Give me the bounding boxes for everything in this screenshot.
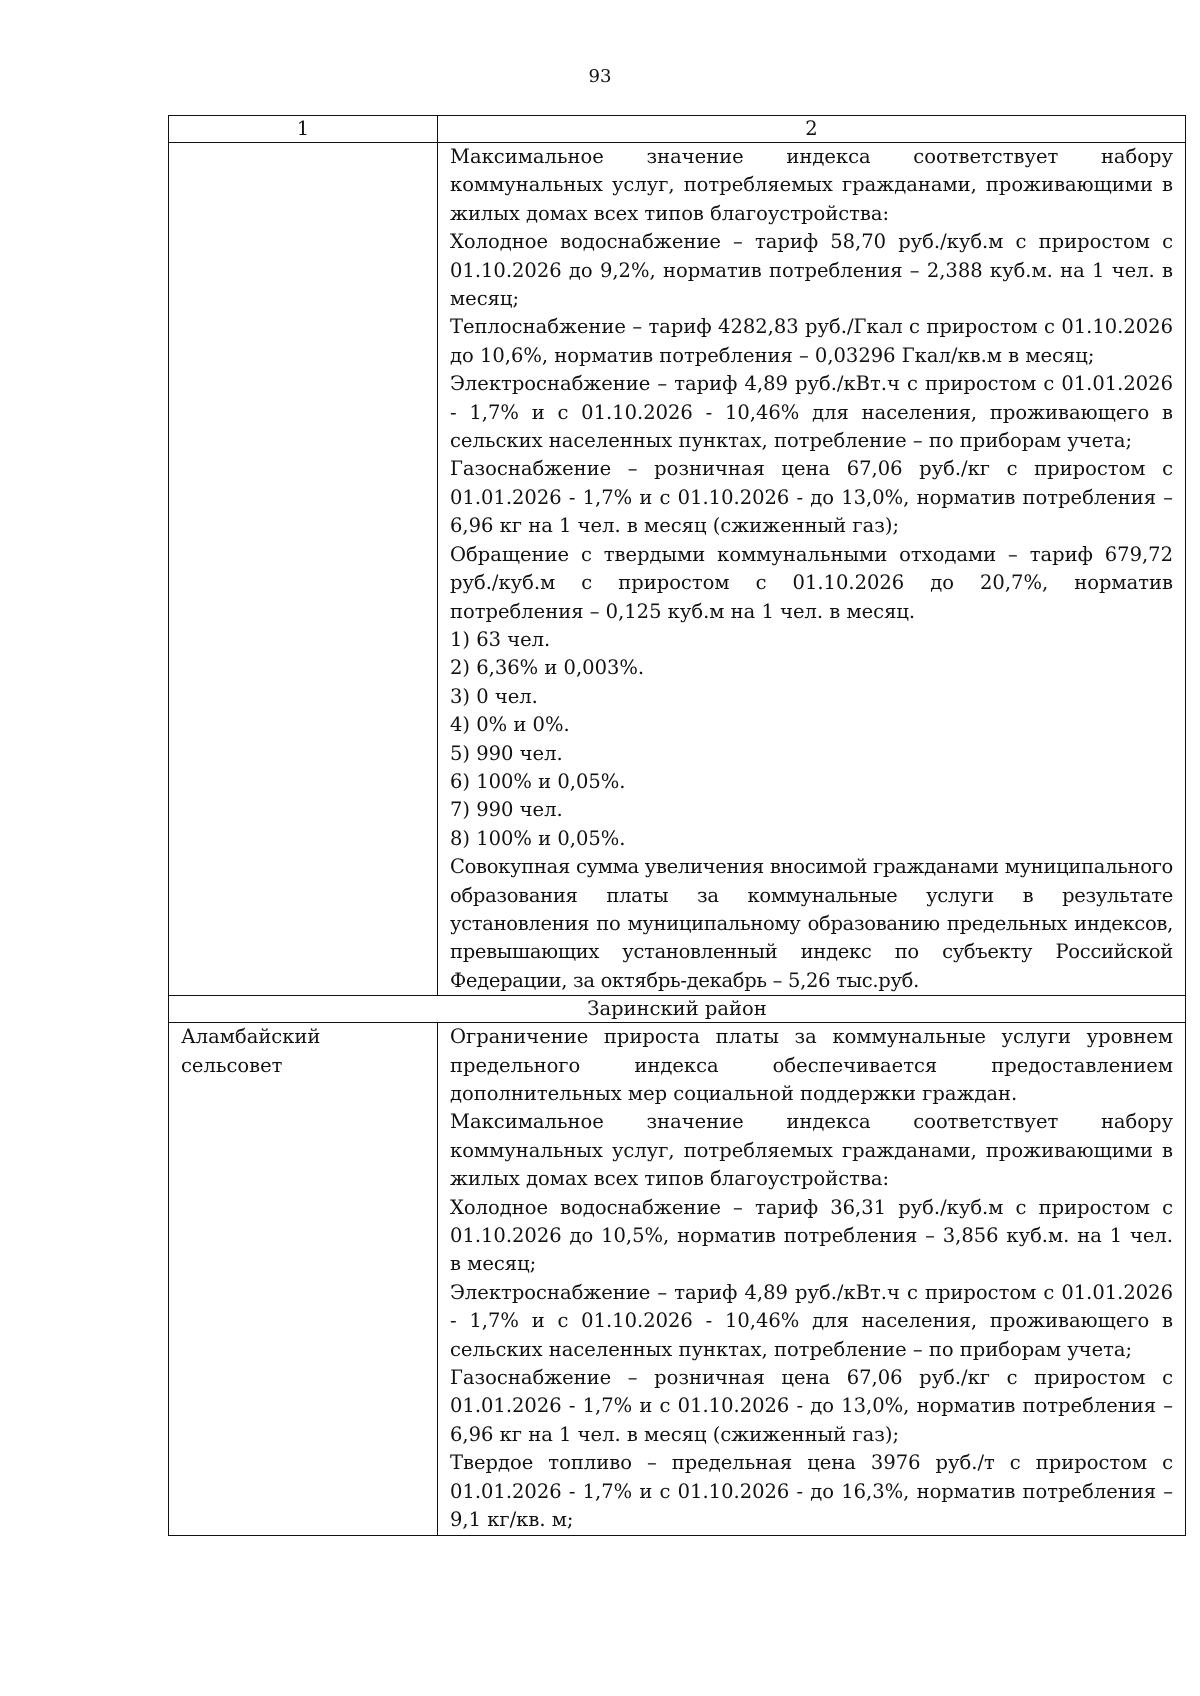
paragraph: Обращение с твердыми коммунальными отходами – тариф 679,72 руб./куб.м с приростом с 01.10.2026 до 20,7%, норматив потребления – 0,125 куб.м на 1 чел. в месяц. [450, 542, 1173, 623]
paragraph: Холодное водоснабжение – тариф 58,70 руб./куб.м с приростом с 01.10.2026 до 9,2%, норматив потребления – 2,388 куб.м. на 1 чел. в месяц; [450, 230, 1173, 311]
table-row [169, 143, 1186, 996]
list-item: 8) 100% и 0,05%. [450, 826, 626, 850]
section-title-row [169, 996, 1186, 1023]
column-header-1: 1 [169, 116, 438, 143]
paragraph: Электроснабжение – тариф 4,89 руб./кВт.ч с приростом с 01.01.2026 - 1,7% и с 01.10.2026 - 10,46% для населения, проживающего в сельских населенных пунктах, потребление – по приборам учета; [450, 372, 1173, 453]
section-title: Заринский район [169, 996, 1186, 1023]
description-cell [438, 143, 1186, 996]
list-item: 1) 63 чел. [450, 627, 551, 651]
paragraph: Максимальное значение индекса соответствует набору коммунальных услуг, потребляемых гражданами, проживающими в жилых домах всех типов благоустройства: [450, 1110, 1173, 1191]
paragraph: Максимальное значение индекса соответствует набору коммунальных услуг, потребляемых гражданами, проживающими в жилых домах всех типов благоустройства: [450, 145, 1173, 225]
paragraph: Ограничение прироста платы за коммунальные услуги уровнем предельного индекса обеспечивается предоставлением дополнительных мер социальной поддержки граждан. [450, 1025, 1173, 1105]
paragraph-total-sum: Совокупная сумма увеличения вносимой гражданами муниципального образования платы за коммунальные услуги в результате установления по муниципальному образованию предельных индексов, превышающих установленный индекс по субъекту Российской Федерации, за октябрь-декабрь – 5,26 тыс.руб. [450, 855, 1173, 992]
list-item: 6) 100% и 0,05%. [450, 769, 626, 793]
municipality-cell-empty [169, 143, 438, 996]
list-item: 3) 0 чел. [450, 684, 538, 708]
paragraph: Электроснабжение – тариф 4,89 руб./кВт.ч с приростом с 01.01.2026 - 1,7% и с 01.10.2026 - 10,46% для населения, проживающего в сельских населенных пунктах, потребление – по приборам учета; [450, 1280, 1173, 1361]
table-header-row [169, 116, 1186, 143]
paragraph: Теплоснабжение – тариф 4282,83 руб./Гкал с приростом с 01.10.2026 до 10,6%, норматив потребления – 0,03296 Гкал/кв.м в месяц; [450, 315, 1173, 367]
municipality-name: Аламбайский сельсовет [169, 1023, 438, 1535]
paragraph: Твердое топливо – предельная цена 3976 руб./т с приростом с 01.01.2026 - 1,7% и с 01.10.2026 - до 16,3%, норматив потребления – 9,1 кг/кв. м; [450, 1451, 1173, 1532]
list-item: 5) 990 чел. [450, 741, 563, 765]
list-item: 7) 990 чел. [450, 798, 563, 822]
paragraph: Газоснабжение – розничная цена 67,06 руб./кг с приростом с 01.01.2026 - 1,7% и с 01.10.2026 - до 13,0%, норматив потребления – 6,96 кг на 1 чел. в месяц (сжиженный газ); [450, 1366, 1173, 1446]
description-cell [438, 1023, 1186, 1535]
document-table [168, 115, 1186, 1536]
paragraph: Холодное водоснабжение – тариф 36,31 руб./куб.м с приростом с 01.10.2026 до 10,5%, норматив потребления – 3,856 куб.м. на 1 чел. в месяц; [450, 1195, 1173, 1276]
table-row [169, 1023, 1186, 1535]
list-item: 4) 0% и 0%. [450, 713, 570, 737]
column-header-2: 2 [438, 116, 1186, 143]
page-number: 93 [588, 66, 612, 87]
paragraph: Газоснабжение – розничная цена 67,06 руб./кг с приростом с 01.01.2026 - 1,7% и с 01.10.2026 - до 13,0%, норматив потребления – 6,96 кг на 1 чел. в месяц (сжиженный газ); [450, 457, 1173, 538]
list-item: 2) 6,36% и 0,003%. [450, 656, 645, 680]
